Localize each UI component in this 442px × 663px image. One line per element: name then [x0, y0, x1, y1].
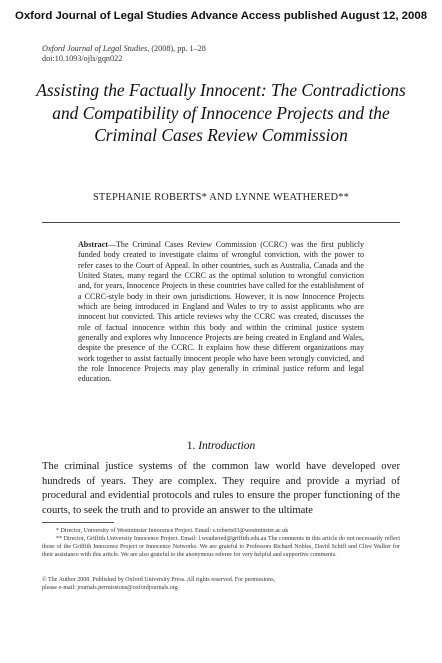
citation-block — [42, 44, 206, 64]
article-title: Assisting the Factually Innocent: The Contradictions and Compatibility of Innocence Projects and the Criminal Cases Review Commission — [36, 80, 406, 145]
journal-name: Oxford Journal of Legal Studies — [42, 44, 148, 53]
section-number: 1. — [186, 440, 196, 452]
section-title: Introduction — [198, 440, 256, 452]
abstract — [78, 240, 364, 385]
title-divider — [42, 222, 400, 223]
footnotes — [42, 527, 400, 559]
advance-access-banner: Oxford Journal of Legal Studies Advance Access published August 12, 2008 — [14, 10, 428, 22]
citation-line — [42, 44, 206, 54]
footnote-1: * Director, University of Westminster Innocence Project. Email: s.roberts03@westminster.ac.uk — [56, 528, 289, 534]
section-heading — [30, 440, 412, 452]
footnote-divider — [42, 522, 114, 523]
copyright-notice — [42, 576, 400, 592]
article-authors: STEPHANIE ROBERTS* AND LYNNE WEATHERED** — [92, 192, 350, 203]
copyright-line-2: please e-mail: journals.permissions@oxfordjournals.org — [42, 585, 178, 592]
footnote-2: ** Director, Griffith University Innocence Project. Email: l.weathered@griffith.edu.au The comments in this article do not necessarily reflect those of the Griffith Innocence Project or Innocence Networks. We are grateful to Professors Richard Nobles, David Schiff and Clive Walker for their assistance with this article. We are also grateful to the anonymous referee for very helpful and supportive comments. — [42, 536, 400, 559]
abstract-text: —The Criminal Cases Review Commission (CCRC) was the first publicly funded body created to investigate claims of wrongful conviction, with the power to refer cases to the Court of Appeal. In other countries, such as Australia, Canada and the United States, many regard the CCRC as the optimal solution to wrongful conviction and, for years, Innocence Projects in these countries have called for the establishment of a CCRC-style body in their own jurisdictions. However, it is now Innocence Projects which are being introduced in England and Wales to try to assist applicants who are innocent but convicted. This article reviews why the CCRC was created, discusses the role of factual innocence within this body and within the criminal justice system generally and explores why Innocence Projects are being created in England and Wales, despite the presence of the CCRC. It explains how these different organizations may work together to assist factually innocent people who have been wrongly convicted, and the role Innocence Projects may play generally in criminal justice reform and legal education. — [78, 240, 364, 384]
citation-details: , (2008), pp. 1–28 — [147, 44, 206, 53]
body-paragraph: The criminal justice systems of the common law world have developed over hundreds of years. They are complex. They require and provide a myriad of procedural and evidential protocols and rules to ensure the proper functioning of the courts, to seek the truth and to provide an answer to the ultimate — [42, 461, 400, 516]
copyright-line-1: © The Author 2008. Published by Oxford University Press. All rights reserved. For permissions, — [42, 577, 276, 583]
doi: doi:10.1093/ojls/gqn022 — [42, 54, 123, 63]
abstract-label: Abstract — [78, 240, 108, 249]
